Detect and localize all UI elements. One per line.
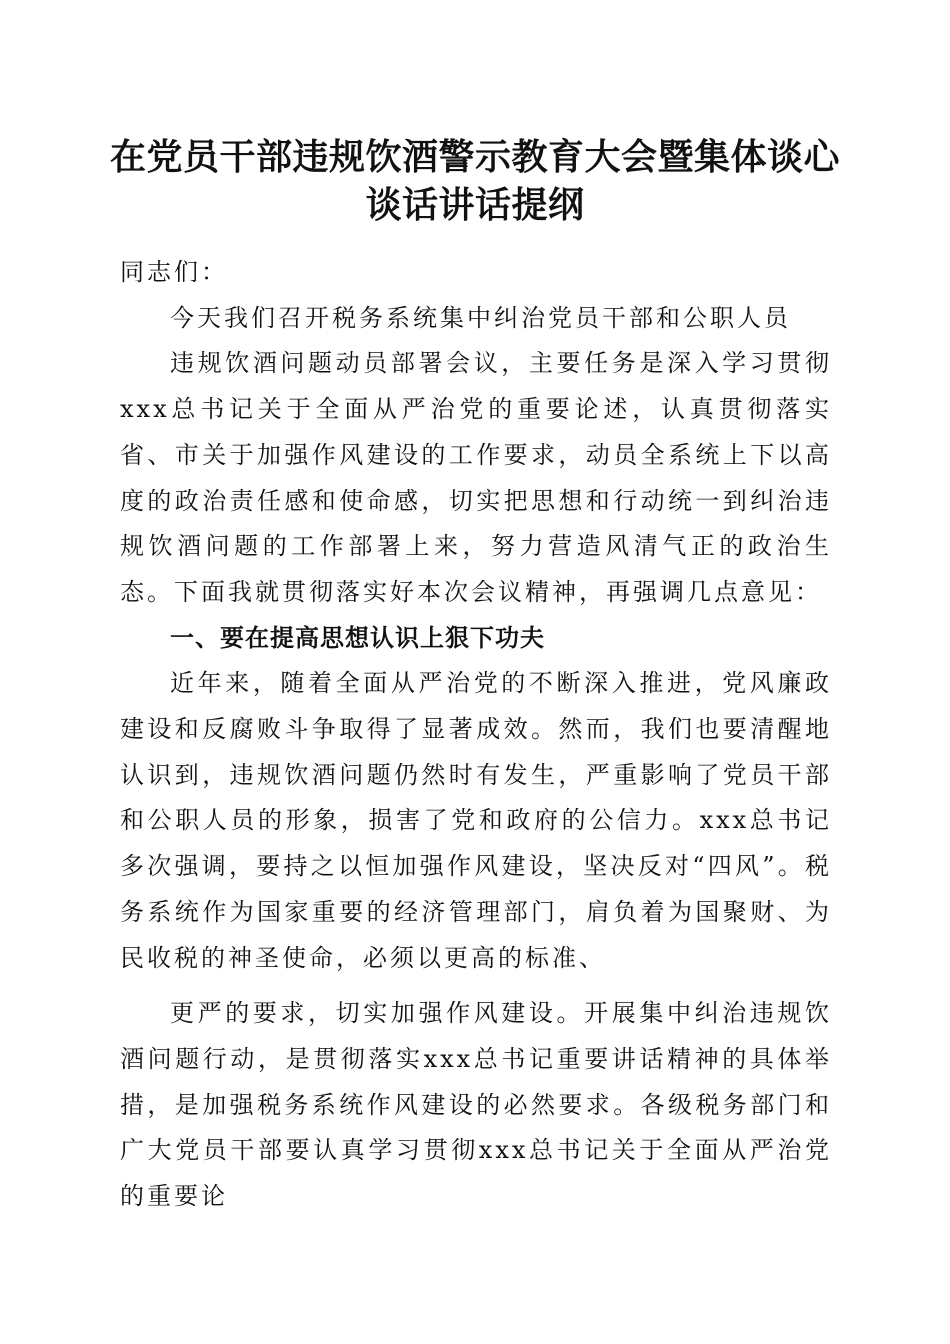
paragraph-2: 违规饮酒问题动员部署会议，主要任务是深入学习贯彻xxx总书记关于全面从严治党的重要论述，认真贯彻落实省、市关于加强作风建设的工作要求，动员全系统上下以高度的政治责任感和使命感，切实把思想和行动统一到纠治违规饮酒问题的工作部署上来，努力营造风清气正的政治生态。下面我就贯彻落实好本次会议精神，再强调几点意见：	[120, 349, 832, 606]
section-heading: 一、要在提高思想认识上狠下功夫	[170, 623, 545, 652]
document-title	[100, 133, 850, 229]
title-line-2: 谈话讲话提纲	[365, 184, 585, 226]
salutation: 同志们：	[120, 258, 228, 286]
section-paragraph-1: 近年来，随着全面从严治党的不断深入推进，党风廉政建设和反腐败斗争取得了显著成效。然而，我们也要清醒地认识到，违规饮酒问题仍然时有发生，严重影响了党员干部和公职人员的形象，损害了党和政府的公信力。xxx总书记多次强调，要持之以恒加强作风建设，坚决反对“四风”。税务系统作为国家重要的经济管理部门，肩负着为国聚财、为民收税的神圣使命，必须以更高的标准、	[120, 669, 832, 972]
paragraph-1: 今天我们召开税务系统集中纠治党员干部和公职人员	[170, 303, 791, 332]
section-paragraph-2: 更严的要求，切实加强作风建设。开展集中纠治违规饮酒问题行动，是贯彻落实xxx总书记重要讲话精神的具体举措，是加强税务系统作风建设的必然要求。各级税务部门和广大党员干部要认真学习贯彻xxx总书记关于全面从严治党的重要论	[120, 999, 832, 1211]
document-body	[120, 250, 832, 1220]
title-line-1: 在党员干部违规饮酒警示教育大会暨集体谈心	[109, 136, 840, 178]
paragraph-gap	[120, 981, 832, 991]
